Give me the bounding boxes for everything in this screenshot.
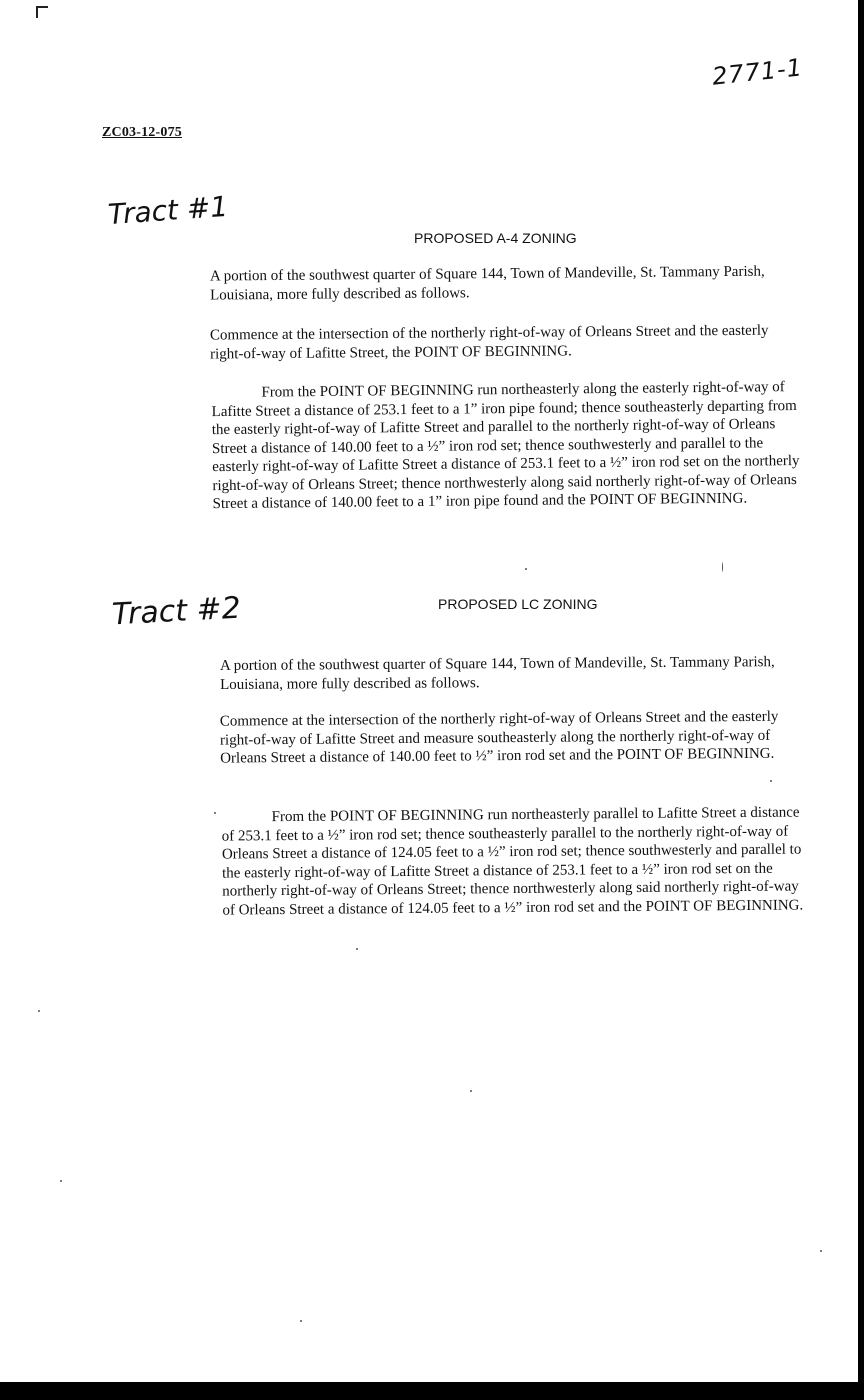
scan-speck: [214, 812, 216, 814]
scan-speck: [60, 1180, 62, 1182]
scan-speck: [470, 1090, 472, 1092]
tract-2-paragraph: From the POINT OF BEGINNING run northeasterly parallel to Lafitte Street a distance of 253.1 feet to a ½” iron rod set; thence southeasterly parallel to the northerly right-of-way of Orleans Street a distance of 124.05 feet to a ½” iron rod set; thence southwesterly and parallel to the easterly right-of-way of Lafitte Street a distance of 253.1 feet to a ½” iron rod set on the northerly right-of-way of Orleans Street; thence northwesterly along said northerly right-of-way of Orleans Street a distance of 124.05 feet to a ½” iron rod set and the POINT OF BEGINNING.: [221, 804, 804, 919]
tract-2-paragraph: Commence at the intersection of the northerly right-of-way of Orleans Street and the easterly right-of-way of Lafitte Street and measure southeasterly along the northerly right-of-way of Orleans Street a distance of 140.00 feet to ½” iron rod set and the POINT OF BEGINNING.: [219, 708, 779, 767]
tract-1-heading: PROPOSED A-4 ZONING: [414, 230, 577, 246]
scan-speck: [300, 1320, 302, 1322]
scan-speck: [525, 568, 527, 570]
scan-speck: [770, 780, 772, 782]
scan-edge-right: [858, 0, 864, 1400]
scan-speck: [356, 948, 358, 950]
handwritten-tract-1-label: Tract #1: [106, 189, 230, 232]
tract-2-paragraph: A portion of the southwest quarter of Square 144, Town of Mandeville, St. Tammany Parish, Louisiana, more fully described as follows.: [219, 654, 775, 693]
tract-2-heading: PROPOSED LC ZONING: [438, 596, 598, 612]
handwritten-page-number: 2771-1: [710, 53, 805, 91]
tract-1-paragraph: Commence at the intersection of the northerly right-of-way of Orleans Street and the easterly right-of-way of Lafitte Street, the POINT OF BEGINNING.: [209, 322, 769, 363]
tract-1-paragraph: A portion of the southwest quarter of Square 144, Town of Mandeville, St. Tammany Parish, Louisiana, more fully described as follows.: [209, 263, 765, 304]
scan-speck: [722, 562, 723, 572]
corner-crop-mark: [36, 6, 48, 18]
scan-speck: [820, 1250, 822, 1252]
scan-speck: [38, 1010, 40, 1012]
handwritten-tract-2-label: Tract #2: [111, 590, 242, 633]
case-number: ZC03-12-075: [102, 125, 182, 140]
tract-1-paragraph: From the POINT OF BEGINNING run northeasterly along the easterly right-of-way of Lafitte Street a distance of 253.1 feet to a 1” iron pipe found; thence southeasterly departing from the easterly right-of-way of Lafitte Street and parallel to the northerly right-of-way of Orleans Street a distance of 140.00 feet to a ½” iron rod set; thence southwesterly and parallel to the easterly right-of-way of Lafitte Street a distance of 253.1 feet to a ½” iron rod set on the northerly right-of-way of Orleans Street; thence northwesterly along said northerly right-of-way of Orleans Street a distance of 140.00 feet to a 1” iron pipe found and the POINT OF BEGINNING.: [211, 379, 800, 513]
scan-edge-bottom: [0, 1382, 864, 1400]
